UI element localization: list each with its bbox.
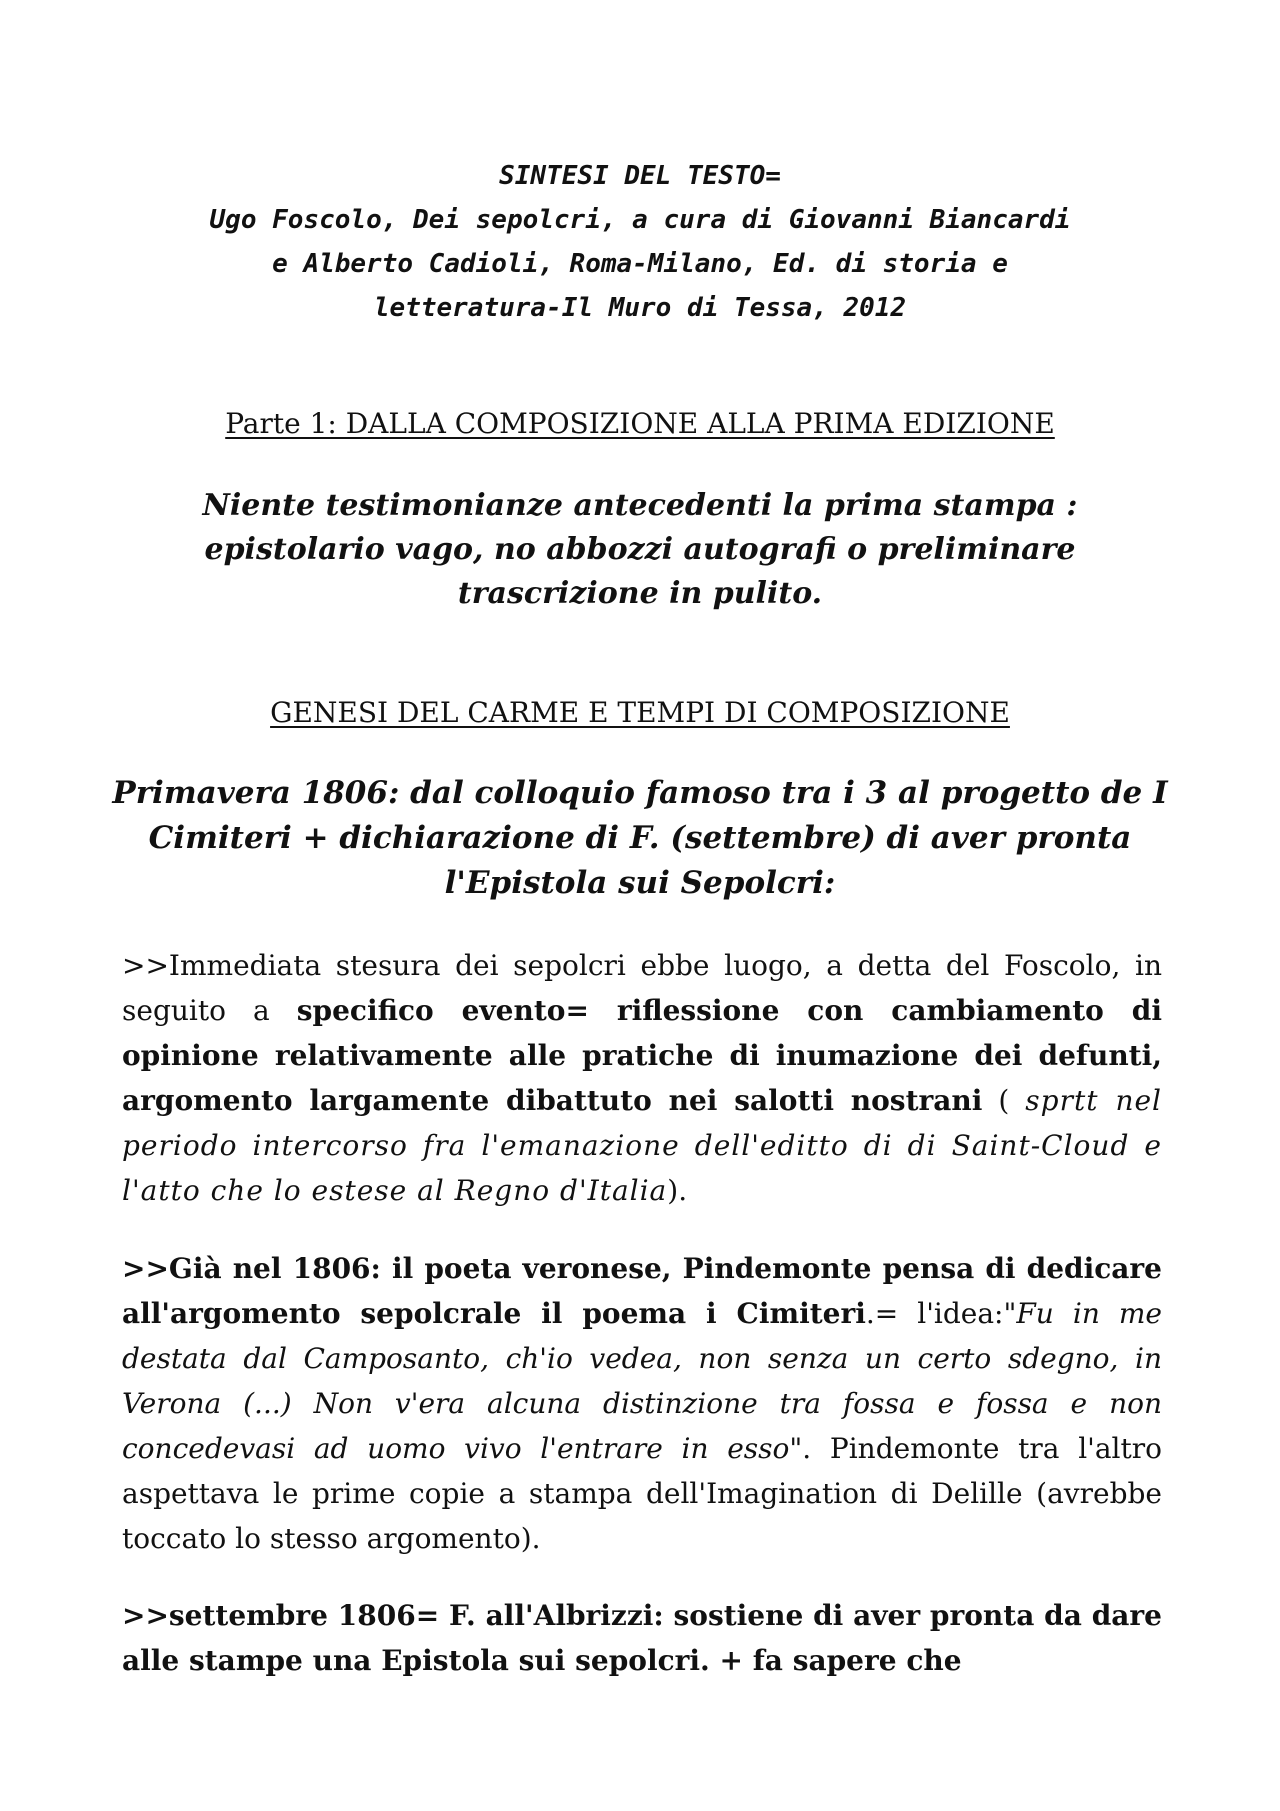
section-title-text: Parte 1: DALLA COMPOSIZIONE ALLA PRIMA EDIZIONE (225, 407, 1055, 440)
paragraph-text: ". Pindemonte tra l'altro aspettava le prime copie a stampa dell'Imagination di Delille (avrebbe toccato lo stesso argomento). (122, 1432, 1162, 1555)
paragraph-immediate-drafting (122, 943, 1162, 1213)
document-header (110, 154, 1170, 330)
paragraph-pindemonte (122, 1246, 1162, 1561)
part1-summary (140, 484, 1140, 616)
paragraph-bold-text: >>settembre 1806= F. all'Albrizzi: sostiene di aver pronta da dare alle stampe una Epistola sui sepolcri. + fa sapere che (122, 1599, 1162, 1677)
paragraph-text: .= l'idea:" (865, 1297, 1017, 1330)
summary-line: trascrizione in pulito. (457, 576, 823, 611)
headline-line: l'Epistola sui Sepolcri: (444, 865, 836, 901)
paragraph-text: >>Immediata stesura dei sepolcri ebbe luogo, a detta del Foscolo, in seguito a (122, 949, 1162, 1027)
section-title-text: GENESI DEL CARME E TEMPI DI COMPOSIZIONE (270, 696, 1010, 729)
headline-line: Primavera 1806: dal colloquio famoso tra i 3 al progetto de I (112, 775, 1168, 811)
header-title: SINTESI DEL TESTO= (499, 161, 781, 191)
paragraph-bold-text: >>Già nel 1806: il poeta veronese, Pindemonte pensa di dedicare all'argomento sepolcrale il poema i Cimiteri (122, 1252, 1162, 1330)
genesis-headline (100, 771, 1180, 906)
section-title-genesis (0, 693, 1280, 733)
paragraph-text: ( (982, 1084, 1026, 1117)
header-citation-line: letteratura-Il Muro di Tessa, 2012 (373, 293, 907, 323)
header-citation-line: Ugo Foscolo, Dei sepolcri, a cura di Giovanni Biancardi (209, 205, 1071, 235)
paragraph-bold-text: specifico evento= riflessione con cambiamento di opinione relativamente alle pratiche di inumazione dei defunti, argomento largamente dibattuto nei salotti nostrani (122, 994, 1162, 1117)
header-citation-line: e Alberto Cadioli, Roma-Milano, Ed. di storia e (272, 249, 1008, 279)
headline-line: Cimiteri + dichiarazione di F. (settembre) di aver pronta (148, 820, 1132, 856)
paragraph-september-1806 (122, 1593, 1162, 1683)
summary-line: epistolario vago, no abbozzi autografi o preliminare (204, 532, 1076, 567)
section-title-part1 (0, 404, 1280, 444)
paragraph-text: ). (667, 1174, 688, 1207)
summary-line: Niente testimonianze antecedenti la prima stampa : (202, 488, 1078, 523)
paragraph-italic-text: sprtt nel periodo intercorso fra l'emanazione dell'editto di di Saint-Cloud e l'atto che lo estese al Regno d'Italia (122, 1084, 1163, 1207)
paragraph-italic-text: Fu in me destata dal Camposanto, ch'io vedea, non senza un certo sdegno, in Verona (...) Non v'era alcuna distinzione tra fossa e fossa e non concedevasi ad uomo vivo l'entrare in esso (122, 1297, 1163, 1465)
